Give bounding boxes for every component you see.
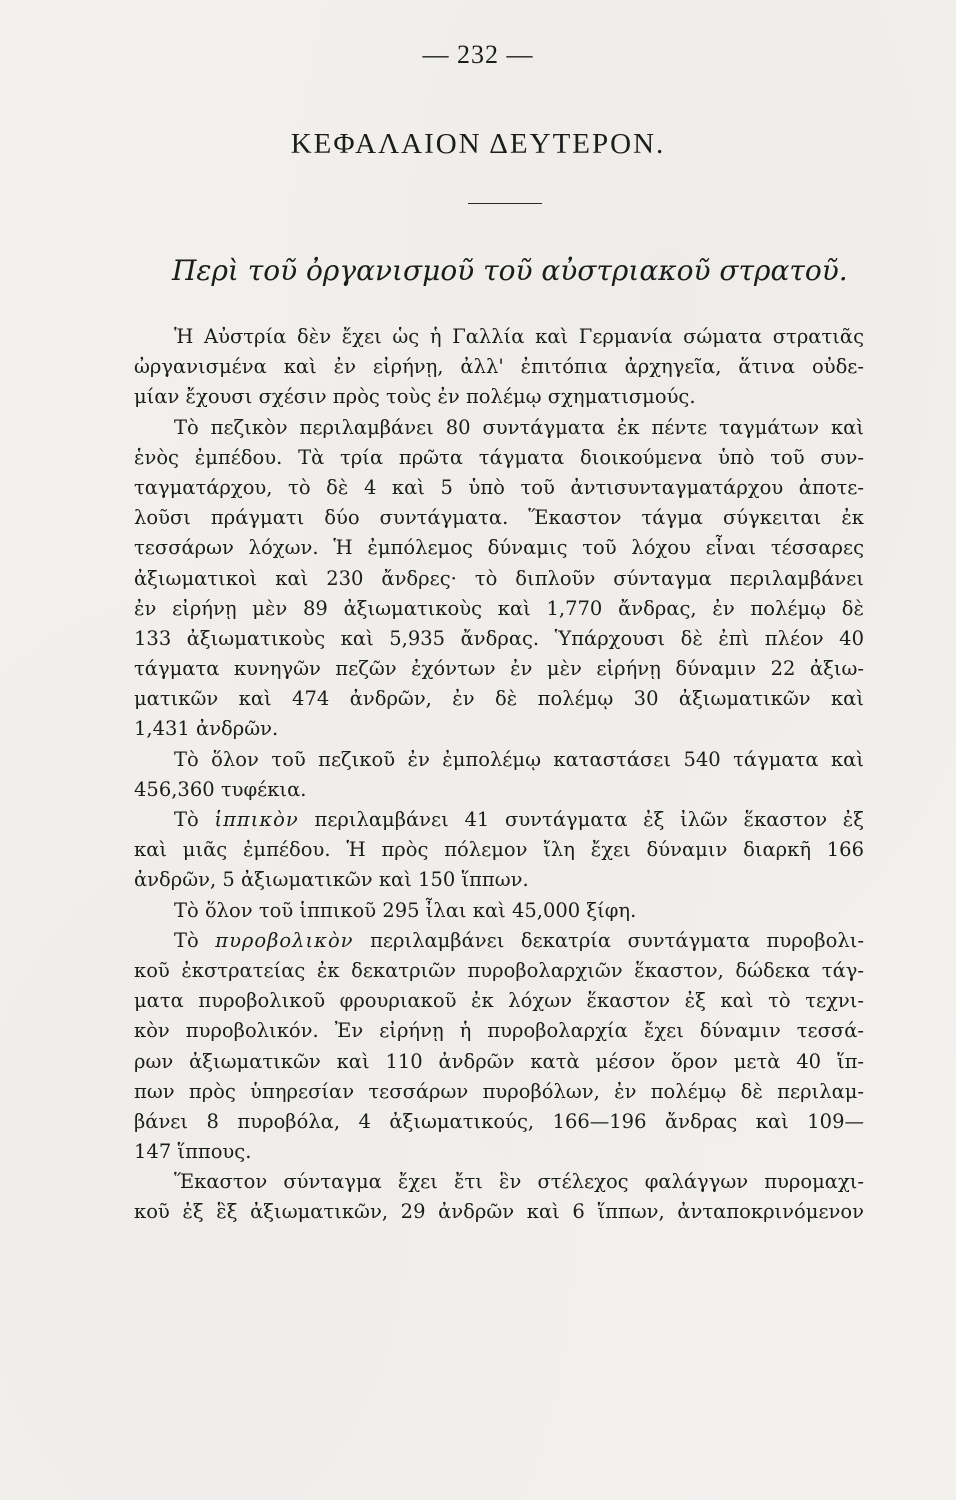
line-rest: περιλαμβάνει 41 συντάγματα ἐξ ἰλῶν ἕκαστον ἐξ bbox=[314, 808, 864, 831]
section-title: Περὶ τοῦ ὀργανισμοῦ τοῦ αὐστριακοῦ στρατοῦ. bbox=[172, 254, 848, 287]
text-line: Ἕκαστον σύνταγμα ἔχει ἔτι ἓν στέλεχος φαλάγγων πυρομαχι- bbox=[174, 1170, 864, 1194]
line-lead-word: Τὸ bbox=[174, 808, 199, 831]
text-line: 1,431 ἀνδρῶν. bbox=[134, 717, 279, 741]
text-line: ἀξιωματικοὶ καὶ 230 ἄνδρες· τὸ διπλοῦν σύνταγμα περιλαμβάνει bbox=[134, 566, 864, 590]
text-line-cavalry bbox=[134, 805, 864, 835]
emphasis-cavalry: ἱππικὸν bbox=[214, 808, 299, 831]
text-line: Τὸ ὅλον τοῦ πεζικοῦ ἐν ἐμπολέμῳ καταστάσει 540 τάγματα καὶ bbox=[174, 747, 864, 771]
text-line: ὠργανισμένα καὶ ἐν εἰρήνῃ, ἀλλ' ἐπιτόπια ἀρχηγεῖα, ἅτινα οὐδε- bbox=[134, 355, 864, 379]
line-lead-word: Τὸ bbox=[174, 928, 199, 952]
text-line: καὶ μιᾶς ἐμπέδου. Ἡ πρὸς πόλεμον ἴλη ἔχει δύναμιν διαρκῆ 166 bbox=[134, 838, 864, 862]
page-number: — 232 — bbox=[422, 40, 534, 69]
line-rest: περιλαμβάνει δεκατρία συντάγματα πυροβολι- bbox=[370, 928, 865, 952]
text-line: Τὸ ὅλον τοῦ ἱππικοῦ 295 ἶλαι καὶ 45,000 ξίφη. bbox=[174, 898, 637, 922]
text-line: κὸν πυροβολικόν. Ἐν εἰρήνῃ ἡ πυροβολαρχία ἔχει δύναμιν τεσσά- bbox=[134, 1019, 864, 1043]
body-text bbox=[134, 322, 864, 1228]
text-line: Τὸ πεζικὸν περιλαμβάνει 80 συντάγματα ἐκ πέντε ταγμάτων καὶ bbox=[174, 415, 864, 439]
text-line: ἀνδρῶν, 5 ἀξιωματικῶν καὶ 150 ἵππων. bbox=[134, 868, 529, 892]
text-line: μίαν ἔχουσι σχέσιν πρὸς τοὺς ἐν πολέμῳ σχηματισμούς. bbox=[134, 385, 696, 409]
text-line: πων πρὸς ὑπηρεσίαν τεσσάρων πυροβόλων, ἐν πολέμῳ δὲ περιλαμ- bbox=[134, 1079, 864, 1103]
text-line: κοῦ ἐξ ἓξ ἀξιωματικῶν, 29 ἀνδρῶν καὶ 6 ἵππων, ἀνταποκρινόμενον bbox=[134, 1200, 864, 1224]
text-line: τάγματα κυνηγῶν πεζῶν ἐχόντων ἐν μὲν εἰρήνῃ δύναμιν 22 ἀξιω- bbox=[134, 657, 864, 681]
text-line-artillery bbox=[134, 926, 864, 956]
text-line: ἐν εἰρήνῃ μὲν 89 ἀξιωματικοὺς καὶ 1,770 ἄνδρας, ἐν πολέμῳ δὲ bbox=[134, 596, 864, 620]
chapter-heading: ΚΕΦΑΛΑΙΟΝ ΔΕΥΤΕΡΟΝ. bbox=[290, 128, 666, 160]
text-line: 133 ἀξιωματικοὺς καὶ 5,935 ἄνδρας. Ὑπάρχουσι δὲ ἐπὶ πλέον 40 bbox=[134, 626, 864, 650]
text-line: Ἡ Αὐστρία δὲν ἔχει ὡς ἡ Γαλλία καὶ Γερμανία σώματα στρατιᾶς bbox=[174, 325, 864, 348]
text-line: ἑνὸς ἐμπέδου. Τὰ τρία πρῶτα τάγματα διοικούμενα ὑπὸ τοῦ συν- bbox=[134, 445, 864, 469]
emphasis-artillery: πυροβολικὸν bbox=[215, 928, 354, 952]
text-line: ματα πυροβολικοῦ φρουριακοῦ ἐκ λόχων ἕκαστον ἐξ καὶ τὸ τεχνι- bbox=[134, 989, 864, 1013]
text-line: 456,360 τυφέκια. bbox=[134, 777, 307, 801]
text-line: 147 ἵππους. bbox=[134, 1140, 252, 1164]
text-line: τεσσάρων λόχων. Ἡ ἐμπόλεμος δύναμις τοῦ λόχου εἶναι τέσσαρες bbox=[134, 536, 864, 560]
heading-divider bbox=[468, 203, 542, 204]
text-line: ταγματάρχου, τὸ δὲ 4 καὶ 5 ὑπὸ τοῦ ἀντισυνταγματάρχου ἀποτε- bbox=[134, 475, 864, 499]
text-line: βάνει 8 πυροβόλα, 4 ἀξιωματικούς, 166—196 ἄνδρας καὶ 109— bbox=[134, 1109, 864, 1133]
text-line: λοῦσι πράγματι δύο συντάγματα. Ἕκαστον τάγμα σύγκειται ἐκ bbox=[134, 506, 864, 530]
text-line: ρων ἀξιωματικῶν καὶ 110 ἀνδρῶν κατὰ μέσον ὅρον μετὰ 40 ἵπ- bbox=[134, 1049, 864, 1073]
text-line: ματικῶν καὶ 474 ἀνδρῶν, ἐν δὲ πολέμῳ 30 ἀξιωματικῶν καὶ bbox=[134, 687, 864, 711]
text-line: κοῦ ἐκστρατείας ἐκ δεκατριῶν πυροβολαρχιῶν ἕκαστον, δώδεκα τάγ- bbox=[134, 958, 864, 982]
